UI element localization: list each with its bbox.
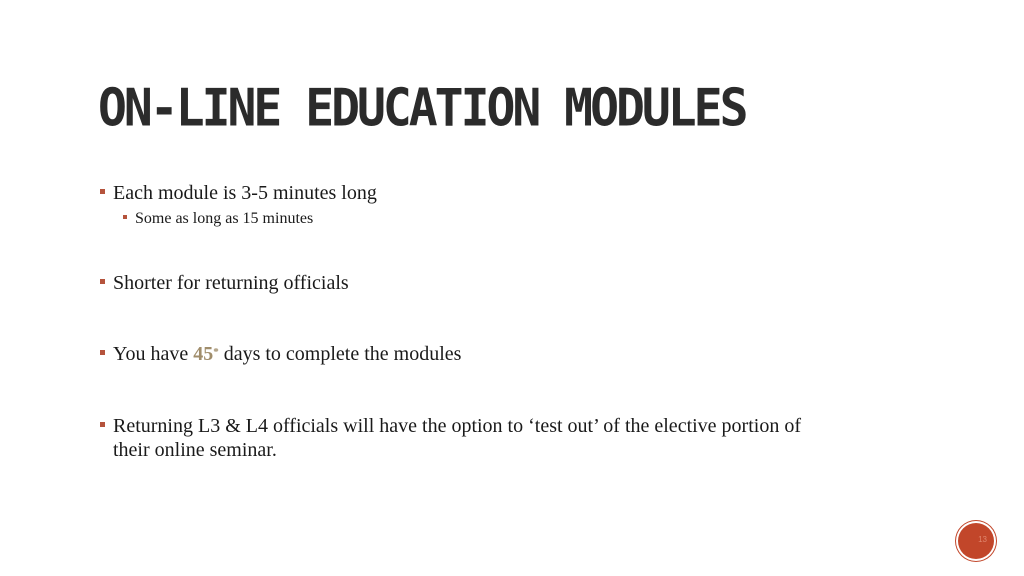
bullet-marker — [100, 279, 105, 284]
bullet-text-line-2: their online seminar. — [113, 439, 277, 461]
bullet-text: Shorter for returning officials — [113, 272, 349, 294]
bullet-item — [113, 181, 377, 205]
highlighted-days-count — [193, 343, 219, 365]
bullet-text: Some as long as 15 minutes — [135, 210, 314, 227]
bullet-marker — [100, 350, 105, 355]
bullet-text-prefix: You have — [113, 343, 194, 365]
bullet-marker — [123, 215, 127, 219]
sub-bullet-item — [135, 209, 313, 229]
bullet-text-line-1: Returning L3 & L4 officials will have the option to ‘test out’ of the elective portion of — [113, 415, 801, 437]
footnote-asterisk: * — [213, 346, 219, 358]
days-value: 45 — [193, 343, 214, 365]
bullet-text-suffix: days to complete the modules — [218, 343, 462, 365]
bullet-item — [113, 342, 461, 366]
bullet-item — [113, 414, 801, 462]
bullet-item — [113, 271, 349, 295]
bullet-marker — [100, 189, 105, 194]
page-number: 13 — [978, 535, 987, 544]
page-number-badge — [958, 523, 994, 559]
slide-title: ON-LINE EDUCATION MODULES — [98, 78, 746, 139]
bullet-text: Each module is 3-5 minutes long — [113, 182, 377, 204]
bullet-marker — [100, 422, 105, 427]
